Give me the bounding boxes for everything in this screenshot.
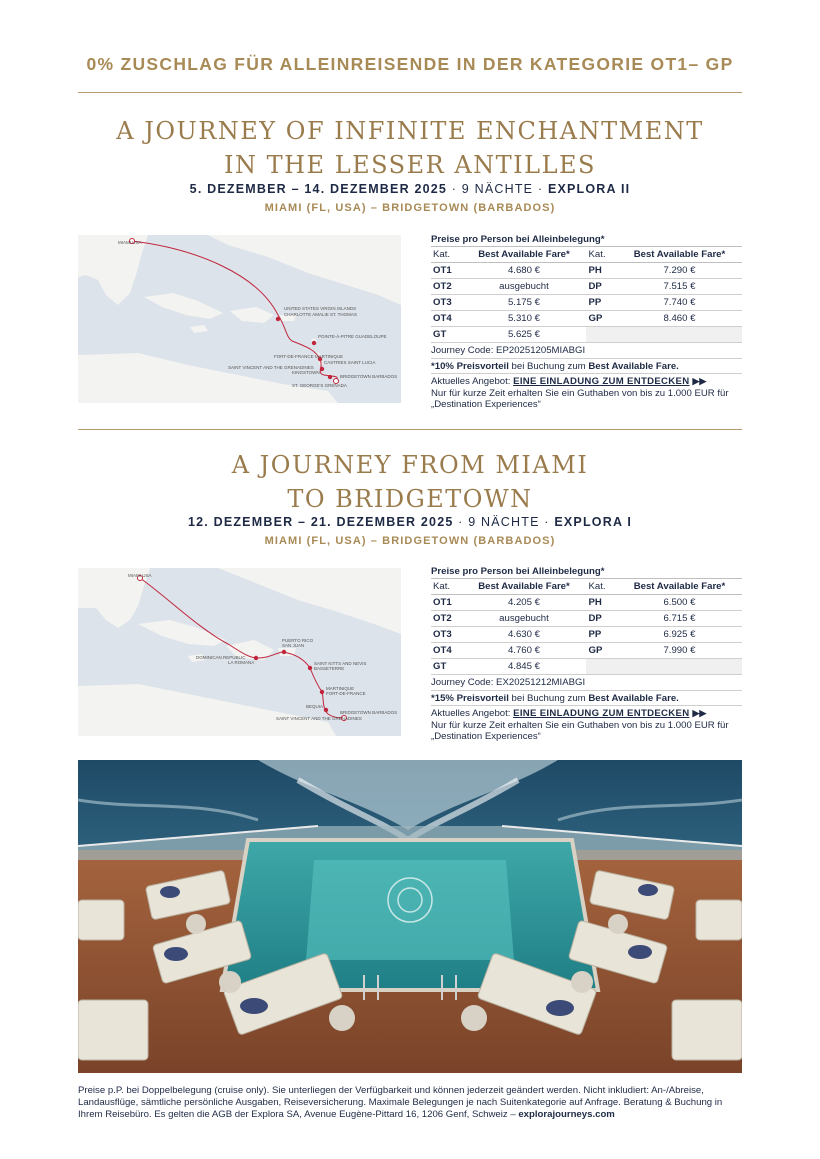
- category-cell: GT: [431, 327, 461, 343]
- map-label: POINTE-À-PITRE GUADELOUPE: [318, 334, 387, 339]
- journey2-date-range: 12. DEZEMBER – 21. DEZEMBER 2025: [187, 515, 454, 529]
- journey1-ship: EXPLORA II: [547, 182, 631, 196]
- map-label: CHARLOTTE AMALIE ST. THOMAS: [284, 312, 357, 317]
- category-cell: GT: [431, 659, 461, 675]
- price-cell: 6.925 €: [617, 627, 742, 643]
- map-label: BASSETERRE: [314, 666, 345, 671]
- journey2-title-line1: A JOURNEY FROM MIAMI: [231, 451, 589, 479]
- port-marker: [328, 375, 332, 379]
- category-cell: GP: [586, 643, 616, 659]
- map-label: PUERTO RICO: [282, 638, 314, 643]
- offer-link[interactable]: EINE EINLADUNG ZUM ENTDECKEN: [513, 708, 690, 719]
- col-header-fare: Best Available Fare*: [617, 579, 742, 595]
- price-cell: [617, 327, 742, 343]
- journey2-title-line2: TO BRIDGETOWN: [287, 485, 533, 513]
- double-arrow-icon: ▶▶: [692, 376, 707, 386]
- divider: [78, 92, 742, 93]
- price-cell: 5.175 €: [461, 295, 586, 311]
- price-cell: 5.625 €: [461, 327, 586, 343]
- price-title: Preise pro Person bei Alleinbelegung*: [431, 566, 605, 577]
- map-label: BRIDGETOWN BARBADOS: [340, 710, 398, 715]
- category-cell: OT4: [431, 311, 461, 327]
- category-cell: GP: [586, 311, 616, 327]
- table-row: [431, 279, 742, 295]
- category-cell: PP: [586, 295, 616, 311]
- map-label: MIAMI USA: [118, 240, 142, 245]
- port-marker: [320, 690, 324, 694]
- category-cell: OT3: [431, 627, 461, 643]
- offer-block: [431, 708, 742, 743]
- offer-prefix: Aktuelles Angebot:: [431, 708, 514, 719]
- map-label: DOMINICAN REPUBLIC: [196, 655, 246, 660]
- journey2-dates: [78, 515, 742, 529]
- price-cell: [617, 659, 742, 675]
- advantage-percent: *15% Preisvorteil: [431, 692, 509, 704]
- map-label: BEQUIA: [306, 704, 324, 709]
- table-header-row: [431, 247, 742, 263]
- divider: [78, 429, 742, 430]
- price-title: Preise pro Person bei Alleinbelegung*: [431, 234, 605, 245]
- price-cell: ausgebucht: [461, 279, 586, 295]
- category-cell: OT1: [431, 263, 461, 279]
- table-row: [431, 627, 742, 643]
- map-label: FORT-DE-FRANCE MARTINIQUE: [274, 354, 344, 359]
- category-cell: OT4: [431, 643, 461, 659]
- journey1-map: [78, 235, 401, 403]
- journey1-price-block: [431, 233, 742, 411]
- category-cell: PH: [586, 595, 616, 611]
- advantage-text: bei Buchung zum: [508, 692, 589, 704]
- price-cell: 7.515 €: [617, 279, 742, 295]
- journey1-title: [78, 114, 742, 182]
- col-header-fare: Best Available Fare*: [617, 247, 742, 263]
- table-row: [431, 295, 742, 311]
- price-cell: 4.630 €: [461, 627, 586, 643]
- table-header-row: [431, 579, 742, 595]
- col-header-kat: Kat.: [431, 247, 461, 263]
- map-label: SAINT VINCENT AND THE GRENADINES: [228, 365, 314, 370]
- port-marker: [282, 650, 286, 654]
- map-label: SAN JUAN: [282, 643, 305, 648]
- map-label: MIAMI USA: [128, 573, 152, 578]
- price-cell: 4.760 €: [461, 643, 586, 659]
- price-cell: 7.990 €: [617, 643, 742, 659]
- journey1-title-line2: IN THE LESSER ANTILLES: [224, 151, 596, 179]
- map-label: MARTINIQUE: [326, 686, 355, 691]
- map-label: LA ROMANA: [228, 660, 255, 665]
- port-marker: [312, 341, 316, 345]
- advantage-fare: Best Available Fare.: [588, 360, 679, 372]
- footer-text: Preise p.P. bei Doppelbelegung (cruise only). Sie unterliegen der Verfügbarkeit und können jederzeit geändert werden. Nicht inkludiert: An-/Abreise, Landausflüge, sämtliche persönliche Ausgaben, Reiseversicherung. Maximale Belegungen je nach Suitenkategorie auf Anfrage. Beratung & Buchung in Ihrem Reisebüro. Es gelten die AGB der Explora SA, Avenue Eugène-Pittard 16, 1206 Genf, Schweiz –: [78, 1085, 723, 1120]
- price-cell: 4.205 €: [461, 595, 586, 611]
- price-cell: 6.500 €: [617, 595, 742, 611]
- table-row: [431, 327, 742, 343]
- table-row: [431, 611, 742, 627]
- offer-block: [431, 376, 742, 411]
- map-label: CASTRIES SAINT LUCIA: [324, 360, 376, 365]
- price-cell: 4.680 €: [461, 263, 586, 279]
- journey2-price-table: [431, 578, 742, 675]
- category-cell: OT2: [431, 611, 461, 627]
- port-marker: [308, 666, 312, 670]
- map-label: KINGSTOWN: [292, 370, 320, 375]
- journey2-route: MIAMI (FL, USA) – BRIDGETOWN (BARBADOS): [264, 535, 556, 547]
- map-label: SAINT VINCENT AND THE GRENADINES: [276, 716, 362, 721]
- journey1-price-table: [431, 246, 742, 343]
- offer-text: Nur für kurze Zeit erhalten Sie ein Guthaben von bis zu 1.000 EUR für „Destination Experiences“: [431, 719, 729, 742]
- map-label: ST. GEORGE'S GRENADA: [292, 383, 347, 388]
- port-marker: [254, 656, 258, 660]
- table-row: [431, 263, 742, 279]
- map-label: UNITED STATES VIRGIN ISLANDS: [284, 306, 357, 311]
- category-cell: [586, 327, 616, 343]
- category-cell: [586, 659, 616, 675]
- map-label: FORT-DE-FRANCE: [326, 691, 366, 696]
- double-arrow-icon: ▶▶: [692, 708, 707, 718]
- offer-prefix: Aktuelles Angebot:: [431, 376, 514, 387]
- journey-code: Journey Code: EP20251205MIABGI: [431, 343, 742, 359]
- journey2-map: [78, 568, 401, 736]
- journey1-nights: · 9 NÄCHTE ·: [447, 182, 548, 196]
- category-cell: OT3: [431, 295, 461, 311]
- price-cell: 4.845 €: [461, 659, 586, 675]
- category-cell: OT1: [431, 595, 461, 611]
- journey1-dates: [78, 182, 742, 196]
- price-cell: 8.460 €: [617, 311, 742, 327]
- col-header-kat: Kat.: [586, 247, 616, 263]
- category-cell: PP: [586, 627, 616, 643]
- price-cell: 6.715 €: [617, 611, 742, 627]
- port-marker: [276, 317, 280, 321]
- category-cell: PH: [586, 263, 616, 279]
- advantage-fare: Best Available Fare.: [588, 692, 679, 704]
- table-row: [431, 659, 742, 675]
- journey2-price-block: [431, 565, 742, 743]
- journey1-route: MIAMI (FL, USA) – BRIDGETOWN (BARBADOS): [264, 202, 556, 214]
- table-row: [431, 311, 742, 327]
- advantage-percent: *10% Preisvorteil: [431, 360, 509, 372]
- col-header-kat: Kat.: [586, 579, 616, 595]
- price-cell: ausgebucht: [461, 611, 586, 627]
- table-row: [431, 643, 742, 659]
- pool-deck-photo: [78, 760, 742, 1073]
- col-header-fare: Best Available Fare*: [461, 579, 586, 595]
- price-cell: 7.740 €: [617, 295, 742, 311]
- advantage-text: bei Buchung zum: [508, 360, 589, 372]
- price-advantage: [431, 691, 742, 707]
- website-link[interactable]: explorajourneys.com: [518, 1109, 615, 1120]
- port-marker: [320, 367, 324, 371]
- col-header-kat: Kat.: [431, 579, 461, 595]
- table-row: [431, 595, 742, 611]
- price-advantage: [431, 359, 742, 375]
- category-cell: OT2: [431, 279, 461, 295]
- price-cell: 5.310 €: [461, 311, 586, 327]
- col-header-fare: Best Available Fare*: [461, 247, 586, 263]
- journey2-nights: · 9 NÄCHTE ·: [453, 515, 555, 529]
- category-cell: DP: [586, 611, 616, 627]
- journey-code: Journey Code: EX20251212MIABGI: [431, 675, 742, 691]
- journey1-date-range: 5. DEZEMBER – 14. DEZEMBER 2025: [189, 182, 448, 196]
- port-marker: [324, 708, 328, 712]
- offer-text: Nur für kurze Zeit erhalten Sie ein Guthaben von bis zu 1.000 EUR für „Destination Experiences“: [431, 387, 729, 410]
- journey1-title-line1: A JOURNEY OF INFINITE ENCHANTMENT: [116, 117, 704, 145]
- footer-legal: [78, 1085, 742, 1121]
- map-label: SAINT KITTS AND NEVIS: [314, 661, 367, 666]
- category-cell: DP: [586, 279, 616, 295]
- offer-link[interactable]: EINE EINLADUNG ZUM ENTDECKEN: [513, 376, 690, 387]
- journey2-ship: EXPLORA I: [554, 515, 633, 529]
- price-cell: 7.290 €: [617, 263, 742, 279]
- journey2-title: [78, 448, 742, 516]
- headline: 0% ZUSCHLAG FÜR ALLEINREISENDE IN DER KATEGORIE OT1– GP: [86, 54, 734, 74]
- map-label: BRIDGETOWN BARBADOS: [340, 374, 398, 379]
